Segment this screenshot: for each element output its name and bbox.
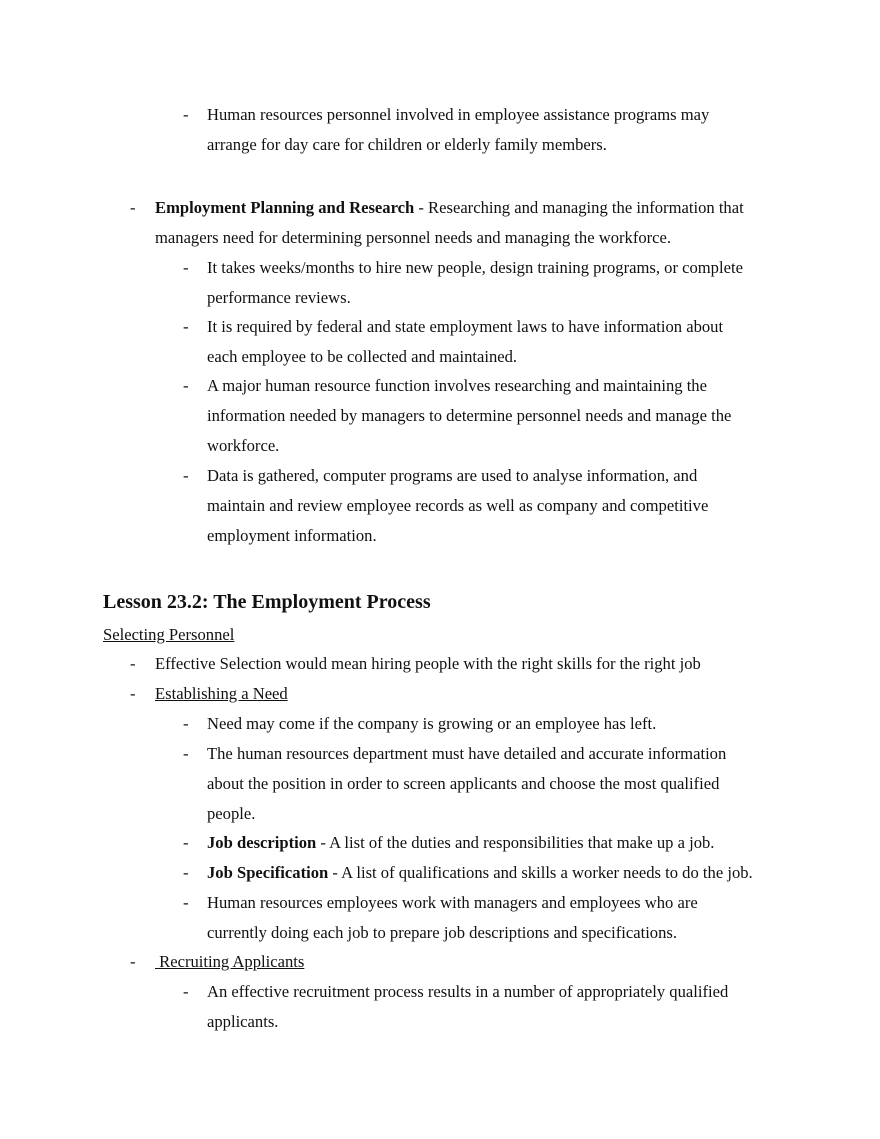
line-text: applicants. <box>207 1011 279 1031</box>
text-line <box>207 858 753 888</box>
text-line <box>207 401 731 431</box>
term-label: Employment Planning and Research <box>155 198 415 217</box>
text-line <box>207 1007 278 1037</box>
line-text: performance reviews. <box>207 287 351 307</box>
line-text: currently doing each job to prepare job descriptions and specifications. <box>207 922 678 942</box>
text-line <box>207 130 607 160</box>
subheading-line <box>155 679 288 709</box>
text-line <box>155 223 671 253</box>
line-text: each employee to be collected and maintained. <box>207 346 518 366</box>
text-line <box>207 283 351 313</box>
line-text: - Researching and managing the information that <box>414 198 744 217</box>
line-text: It takes weeks/months to hire new people, design training programs, or complete <box>207 258 743 277</box>
line-text: people. <box>207 803 256 823</box>
text-line <box>207 769 719 799</box>
line-text: Recruiting Applicants <box>155 952 305 971</box>
text-line <box>155 193 744 223</box>
text-line <box>155 649 701 679</box>
text-line <box>207 888 698 918</box>
bullet-dash: - <box>183 833 189 852</box>
subheading-line <box>103 620 234 650</box>
line-text: A major human resource function involves researching and maintaining the <box>207 376 707 395</box>
bullet-dash: - <box>183 105 189 124</box>
text-line <box>207 371 707 401</box>
bullet-dash: - <box>130 198 136 217</box>
text-line <box>207 828 714 858</box>
bullet-dash: - <box>183 258 189 277</box>
bullet-dash: - <box>183 376 189 395</box>
line-text: It is required by federal and state employment laws to have information about <box>207 317 724 336</box>
text-line <box>207 431 279 461</box>
line-text: The human resources department must have detailed and accurate information <box>207 744 727 763</box>
bullet-dash: - <box>183 863 189 882</box>
bullet-dash: - <box>183 317 189 336</box>
text-line <box>207 977 728 1007</box>
text-line <box>207 799 255 829</box>
text-line <box>207 312 723 342</box>
bullet-dash: - <box>183 744 189 763</box>
text-line <box>207 491 708 521</box>
line-text: information needed by managers to determine personnel needs and manage the <box>207 405 732 425</box>
line-text: Human resources employees work with managers and employees who are <box>207 893 698 912</box>
subheading-line <box>155 947 304 977</box>
text-line <box>207 918 677 948</box>
bullet-dash: - <box>130 654 136 673</box>
line-text: Human resources personnel involved in employee assistance programs may <box>207 105 710 124</box>
line-text: managers need for determining personnel needs and managing the workforce. <box>155 227 672 247</box>
term-label: Job Specification <box>207 863 329 882</box>
line-text: An effective recruitment process results in a number of appropriately qualified <box>207 982 729 1001</box>
text-line <box>207 342 517 372</box>
line-text: Establishing a Need <box>155 684 288 703</box>
bullet-dash: - <box>130 952 136 971</box>
line-text: Data is gathered, computer programs are used to analyse information, and <box>207 466 698 485</box>
bullet-dash: - <box>130 684 136 703</box>
bullet-dash: - <box>183 893 189 912</box>
bullet-dash: - <box>183 982 189 1001</box>
text-line <box>207 739 726 769</box>
line-text: employment information. <box>207 525 377 545</box>
text-line <box>207 461 697 491</box>
text-line <box>207 253 743 283</box>
line-text: - A list of the duties and responsibilities that make up a job. <box>316 833 715 852</box>
bullet-dash: - <box>183 466 189 485</box>
text-line <box>207 521 377 551</box>
line-text: arrange for day care for children or elderly family members. <box>207 134 607 154</box>
text-line <box>207 100 709 130</box>
bullet-dash: - <box>183 714 189 733</box>
section-heading: Lesson 23.2: The Employment Process <box>103 591 431 613</box>
line-text: - A list of qualifications and skills a worker needs to do the job. <box>328 863 753 882</box>
line-text: Effective Selection would mean hiring people with the right skills for the right job <box>155 654 701 673</box>
text-line <box>207 709 656 739</box>
line-text: Need may come if the company is growing or an employee has left. <box>207 714 657 733</box>
line-text: workforce. <box>207 435 280 455</box>
line-text: Selecting Personnel <box>103 625 235 644</box>
line-text: maintain and review employee records as well as company and competitive <box>207 495 709 515</box>
term-label: Job description <box>207 833 317 852</box>
line-text: about the position in order to screen applicants and choose the most qualified <box>207 773 720 793</box>
